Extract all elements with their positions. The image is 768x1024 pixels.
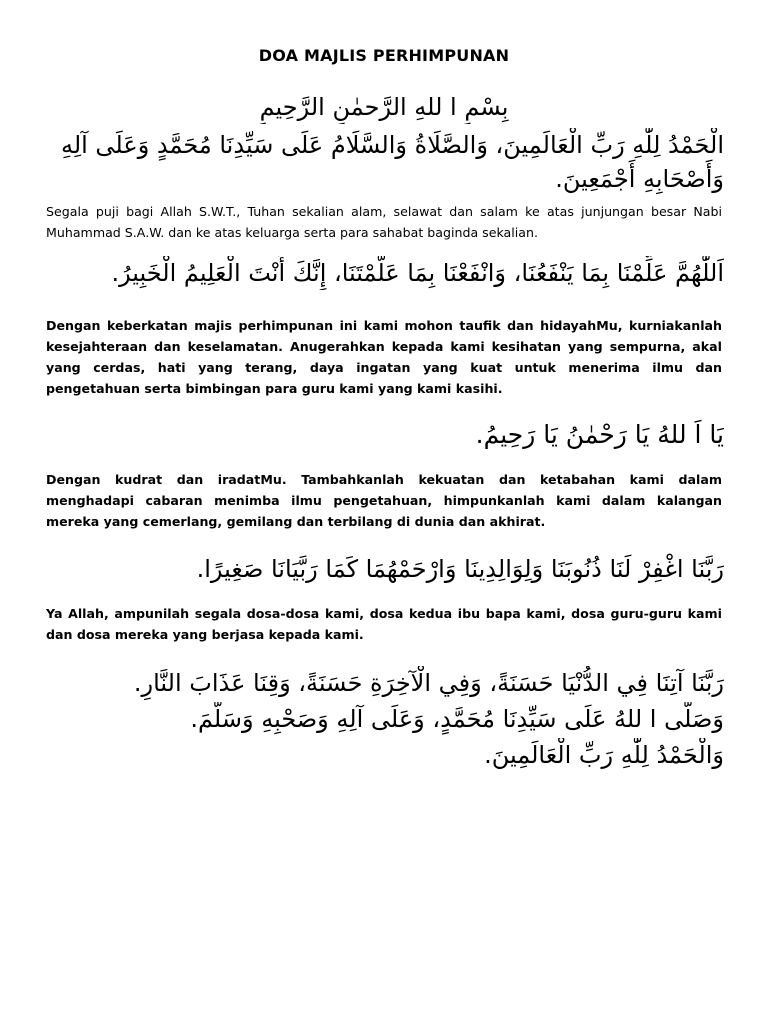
bismillah-arabic: بِسْمِ ا للهِ الرَّحمٰنِ الرَّحِيمِ <box>259 93 509 121</box>
ampunilah-malay-text: Ya Allah, ampunilah segala dosa-dosa kami, dosa kedua ibu bapa kami, dosa guru-guru kami dan dosa mereka yang berjasa kepada kami. <box>46 606 722 642</box>
doa-ilmu-malay-translation: Dengan keberkatan majis perhimpunan ini kami mohon taufik dan hidayahMu, kurniakanlah kesejahteraan dan keselamatan. Anugerahkan kepada kami kesihatan yang sempurna, akal yang cerdas, hati yang terang, daya ingatan yang kuat untuk menerima ilmu dan pengetahuan serta bimbingan para guru kami yang kami kasihi. <box>46 318 722 396</box>
ya-allah-arabic: يَا اَ للهُ يَا رَحْمٰنُ يَا رَحِيمُ. <box>475 420 724 449</box>
document-title: DOA MAJLIS PERHIMPUNAN <box>258 46 510 65</box>
ighfirlana-arabic: رَبَّنَا اغْفِرْ لَنَا ذُنُوبَنَا وَلِوَالِدِينَا وَارْحَمْهُمَا كَمَا رَبَّيَانَا صَغِيرًا. <box>196 555 724 583</box>
kudrat-malay-text: Dengan kudrat dan iradatMu. Tambahkanlah kekuatan dan ketabahan kami dalam menghadapi cabaran menimba ilmu pengetahuan, himpunkanlah kami dalam kalangan mereka yang cemerlang, gemilang dan terbilang di dunia dan akhirat. <box>46 472 722 529</box>
alhamdulillah-arabic: وَالْحَمْدُ لِلّٰهِ رَبِّ الْعَالَمِينَ. <box>484 741 724 769</box>
opening-malay-translation: Segala puji bagi Allah S.W.T., Tuhan sekalian alam, selawat dan salam ke atas junjungan besar Nabi Muhammad S.A.W. dan ke atas keluarga serta para sahabat baginda sekalian. <box>46 204 722 240</box>
rabbana-atina-arabic: رَبَّنَا آتِنَا فِي الدُّنْيَا حَسَنَةً، وَفِي الْآخِرَةِ حَسَنَةً، وَقِنَا عَذَابَ النَّارِ. <box>133 669 724 697</box>
salawat-arabic: وَصَلَّى ا للهُ عَلَى سَيِّدِنَا مُحَمَّدٍ، وَعَلَى آلِهِ وَصَحْبِهِ وَسَلَّمَ. <box>190 705 724 733</box>
doa-ilmu-arabic: اَللّٰهُمَّ عَلِّمْنَا بِمَا يَنْفَعُنَا، وَانْفَعْنَا بِمَا عَلَّمْتَنَا، إِنَّكَ أَنْتَ الْعَلِيمُ الْخَبِيرُ. <box>111 259 724 287</box>
opening-arabic: الْحَمْدُ لِلّٰهِ رَبِّ الْعَالَمِينَ، وَالصَّلَاةُ وَالسَّلَامُ عَلَى سَيِّدِنَا مُحَمَّدٍ وَعَلَى آلِهِ وَأَصْحَابِهِ أَجْمَعِينَ. <box>60 131 724 193</box>
